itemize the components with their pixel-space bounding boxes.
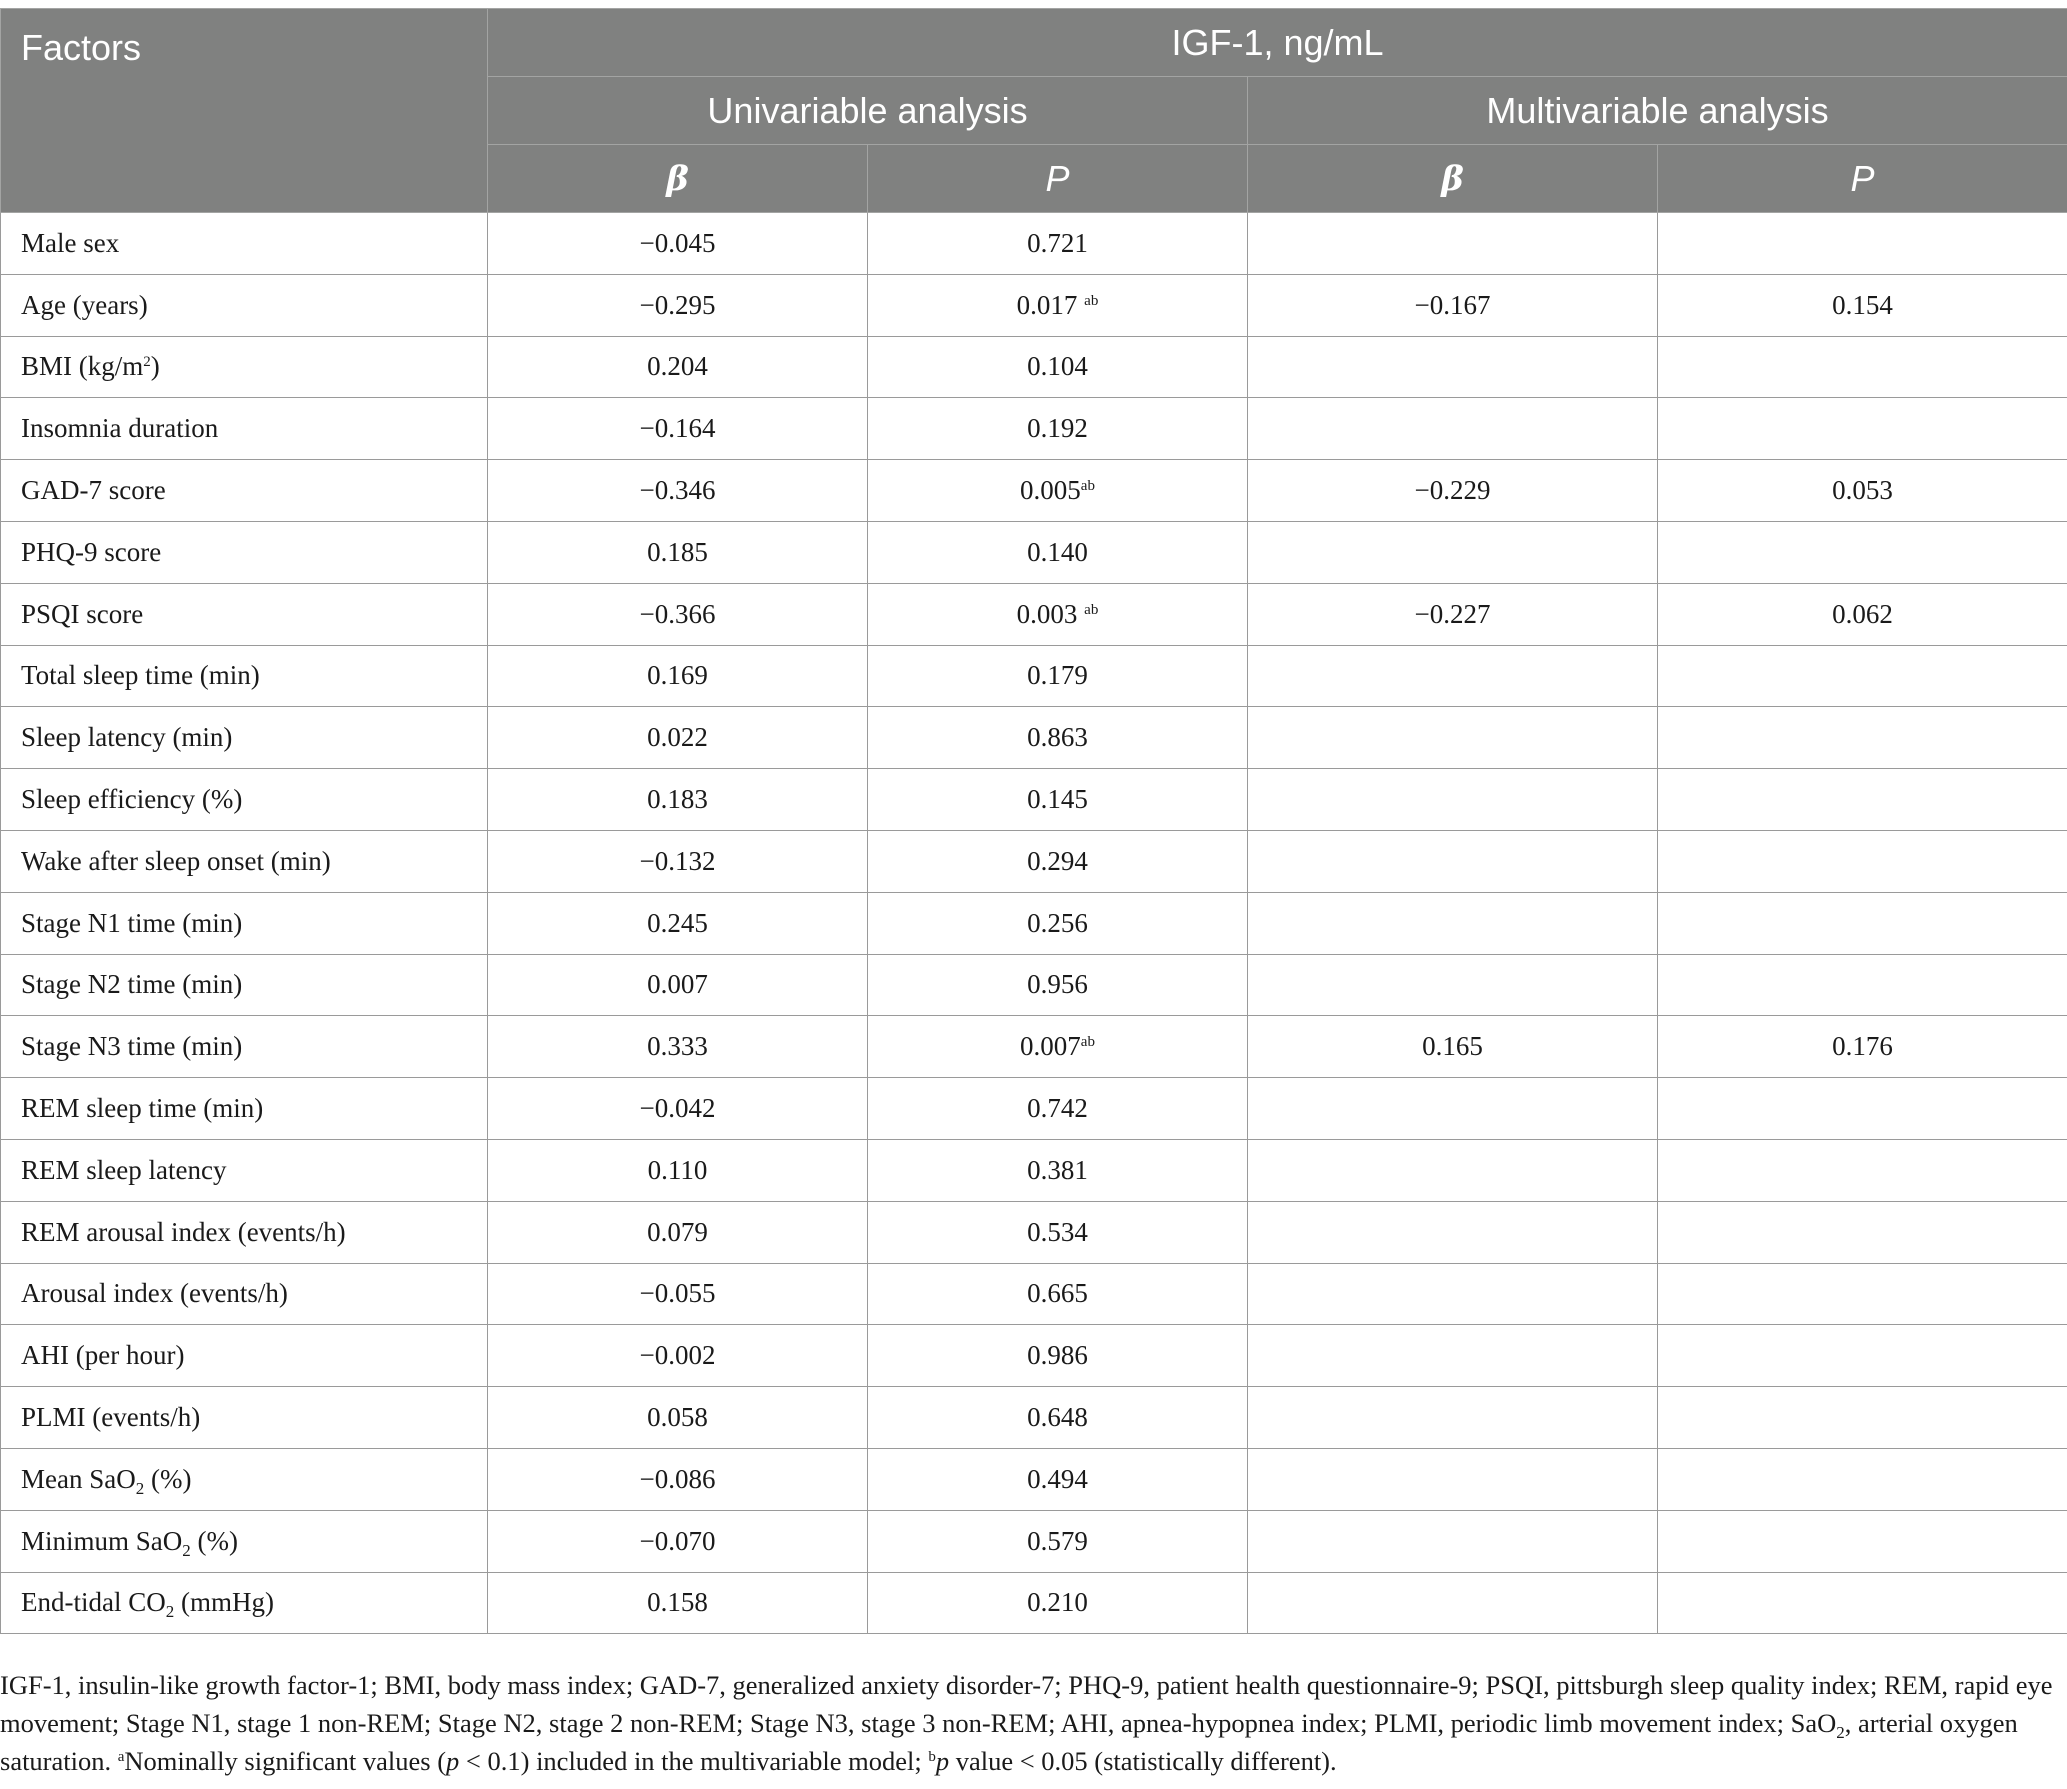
uni-p-value: 0.956: [1027, 969, 1088, 1000]
factor-label-script: 2: [182, 1540, 191, 1560]
factor-label: BMI (kg/m: [21, 351, 144, 382]
table-header: [1, 9, 2067, 213]
factor-cell: Arousal index (events/h): [1, 1263, 488, 1325]
table-row: [1, 1263, 2067, 1325]
multi-beta-cell: [1248, 954, 1658, 1016]
table-row: [1, 954, 2067, 1016]
factor-label: End-tidal CO: [21, 1587, 166, 1618]
factors-header: Factors: [1, 9, 488, 213]
multi-p-cell: 0.053: [1658, 460, 2067, 522]
table-row: [1, 1325, 2067, 1387]
table-row: [1, 1387, 2067, 1449]
table-row: [1, 1448, 2067, 1510]
footnote-note-b-p: p: [935, 1746, 950, 1776]
multi-p-cell: [1658, 1263, 2067, 1325]
multi-p-cell: 0.154: [1658, 274, 2067, 336]
multi-beta-cell: [1248, 645, 1658, 707]
multi-beta-cell: [1248, 336, 1658, 398]
factor-cell: [1, 1572, 488, 1634]
table-row: [1, 707, 2067, 769]
uni-p-cell: [868, 1016, 1248, 1078]
footnote-abbreviations: IGF-1, insulin-like growth factor-1; BMI, body mass index; GAD-7, generalized anxiety disorder-7; PHQ-9, patient health questionnaire-9; PSQI, pittsburgh sleep quality index; REM, rapid eye movement; Stage N1, stage 1 non-REM; Stage N2, stage 2 non-REM; Stage N3, stage 3 non-REM; AHI, apnea-hypopnea index; PLMI, periodic limb movement index; SaO: [0, 1670, 2053, 1738]
table-row: [1, 1201, 2067, 1263]
multi-p-cell: [1658, 1201, 2067, 1263]
multi-p-cell: [1658, 1078, 2067, 1140]
footnote-mark-a: a: [117, 1749, 125, 1765]
uni-beta-cell: 0.183: [488, 769, 868, 831]
multi-beta-cell: [1248, 213, 1658, 275]
multi-beta-cell: 0.165: [1248, 1016, 1658, 1078]
significance-mark: ab: [1080, 1034, 1095, 1051]
uni-beta-cell: −0.086: [488, 1448, 868, 1510]
uni-p-cell: [868, 1448, 1248, 1510]
factor-label-end: (%): [190, 1525, 238, 1556]
factor-cell: Insomnia duration: [1, 398, 488, 460]
multi-p-cell: [1658, 892, 2067, 954]
multi-beta-cell: [1248, 830, 1658, 892]
multi-beta-cell: [1248, 1263, 1658, 1325]
factor-cell: Stage N2 time (min): [1, 954, 488, 1016]
uni-p-cell: [868, 707, 1248, 769]
uni-p-value: 0.192: [1027, 413, 1088, 444]
uni-p-value: 0.742: [1027, 1093, 1088, 1124]
uni-p-value: 0.210: [1027, 1587, 1088, 1618]
multi-beta-cell: [1248, 1139, 1658, 1201]
multi-p-cell: [1658, 1510, 2067, 1572]
uni-p-cell: [868, 769, 1248, 831]
multi-p-cell: [1658, 398, 2067, 460]
uni-p-value: 0.294: [1027, 845, 1088, 876]
multi-beta-cell: [1248, 398, 1658, 460]
uni-p-cell: [868, 460, 1248, 522]
multi-beta-cell: [1248, 1078, 1658, 1140]
factor-cell: Total sleep time (min): [1, 645, 488, 707]
factor-cell: Age (years): [1, 274, 488, 336]
multi-p-cell: [1658, 830, 2067, 892]
uni-p-cell: [868, 583, 1248, 645]
uni-beta-cell: 0.079: [488, 1201, 868, 1263]
table-row: [1, 769, 2067, 831]
factor-cell: Sleep latency (min): [1, 707, 488, 769]
table-row: [1, 460, 2067, 522]
footnote-note-a-p: p: [446, 1746, 460, 1776]
uni-p-cell: [868, 1139, 1248, 1201]
uni-beta-cell: 0.110: [488, 1139, 868, 1201]
uni-p-value: 0.494: [1027, 1463, 1088, 1494]
table-row: [1, 336, 2067, 398]
footnote-note-a: Nominally significant values (: [124, 1746, 447, 1776]
multi-beta-cell: [1248, 521, 1658, 583]
uni-beta-cell: 0.185: [488, 521, 868, 583]
uni-beta-cell: −0.295: [488, 274, 868, 336]
uni-p-value: 0.005: [1020, 475, 1081, 506]
multi-p-cell: [1658, 1387, 2067, 1449]
uni-p-value: 0.381: [1027, 1154, 1088, 1185]
factor-label-script: 2: [143, 354, 151, 371]
uni-p-value: 0.007: [1020, 1031, 1081, 1062]
factor-cell: PLMI (events/h): [1, 1387, 488, 1449]
footnote-subscript: 2: [1836, 1723, 1845, 1742]
factor-cell: AHI (per hour): [1, 1325, 488, 1387]
factor-label-script: 2: [165, 1602, 175, 1622]
factor-label-end: (mmHg): [174, 1587, 274, 1618]
uni-p-value: 0.863: [1027, 722, 1088, 753]
regression-table: [0, 8, 2067, 1634]
multi-beta-cell: [1248, 769, 1658, 831]
footnote-abbreviations-end: , arterial oxygen saturation.: [0, 1708, 2018, 1776]
uni-p-cell: [868, 213, 1248, 275]
factor-cell: REM arousal index (events/h): [1, 1201, 488, 1263]
factor-cell: PSQI score: [1, 583, 488, 645]
uni-p-value: 0.534: [1027, 1216, 1088, 1247]
uni-beta-cell: −0.045: [488, 213, 868, 275]
factor-cell: REM sleep time (min): [1, 1078, 488, 1140]
footnote-note-a-end: < 0.1) included in the multivariable model;: [459, 1746, 929, 1776]
uni-beta-cell: −0.366: [488, 583, 868, 645]
uni-p-cell: [868, 1078, 1248, 1140]
uni-p-value: 0.579: [1027, 1525, 1088, 1556]
factor-label: Minimum SaO: [21, 1525, 183, 1556]
factor-cell: Stage N1 time (min): [1, 892, 488, 954]
factor-cell: [1, 1510, 488, 1572]
uni-beta-cell: 0.333: [488, 1016, 868, 1078]
factor-cell: Male sex: [1, 213, 488, 275]
table-row: [1, 1572, 2067, 1634]
uni-p-value: 0.017: [1016, 289, 1085, 320]
uni-p-value: 0.721: [1027, 227, 1088, 258]
multi-p-header: P: [1658, 145, 2067, 213]
uni-beta-cell: −0.164: [488, 398, 868, 460]
uni-beta-cell: −0.002: [488, 1325, 868, 1387]
uni-p-cell: [868, 1201, 1248, 1263]
uni-p-cell: [868, 892, 1248, 954]
univariable-header: Univariable analysis: [488, 77, 1248, 145]
uni-beta-cell: −0.055: [488, 1263, 868, 1325]
multi-p-cell: 0.062: [1658, 583, 2067, 645]
multi-p-cell: [1658, 1139, 2067, 1201]
factor-label-end: ): [150, 351, 160, 382]
factor-cell: PHQ-9 score: [1, 521, 488, 583]
table-row: [1, 645, 2067, 707]
uni-p-cell: [868, 830, 1248, 892]
uni-p-cell: [868, 645, 1248, 707]
table-row: [1, 398, 2067, 460]
factor-label-script: 2: [135, 1478, 145, 1498]
uni-p-value: 0.145: [1027, 784, 1088, 815]
uni-p-cell: [868, 1263, 1248, 1325]
outcome-header: IGF-1, ng/mL: [488, 9, 2067, 77]
table-row: [1, 274, 2067, 336]
table-row: [1, 830, 2067, 892]
significance-mark: ab: [1080, 478, 1095, 495]
uni-beta-cell: 0.158: [488, 1572, 868, 1634]
uni-p-value: 0.003: [1016, 598, 1085, 629]
table-row: [1, 521, 2067, 583]
uni-beta-cell: −0.070: [488, 1510, 868, 1572]
multi-beta-cell: [1248, 1572, 1658, 1634]
multi-p-cell: 0.176: [1658, 1016, 2067, 1078]
table-row: [1, 892, 2067, 954]
factor-cell: Sleep efficiency (%): [1, 769, 488, 831]
table-row: [1, 1078, 2067, 1140]
multi-beta-cell: −0.167: [1248, 274, 1658, 336]
multi-beta-cell: [1248, 707, 1658, 769]
table-row: [1, 1139, 2067, 1201]
uni-beta-cell: 0.022: [488, 707, 868, 769]
uni-p-header: P: [868, 145, 1248, 213]
table-container: [0, 8, 2067, 1634]
uni-beta-header: β: [488, 145, 868, 213]
uni-p-cell: [868, 1325, 1248, 1387]
factor-cell: REM sleep latency: [1, 1139, 488, 1201]
multi-p-cell: [1658, 1572, 2067, 1634]
significance-mark: ab: [1084, 292, 1099, 309]
multi-beta-header: β: [1248, 145, 1658, 213]
multi-p-cell: [1658, 707, 2067, 769]
uni-p-cell: [868, 954, 1248, 1016]
factor-cell: [1, 1448, 488, 1510]
uni-p-value: 0.665: [1027, 1278, 1088, 1309]
multi-beta-cell: [1248, 1201, 1658, 1263]
uni-p-value: 0.179: [1027, 660, 1088, 691]
multi-p-cell: [1658, 336, 2067, 398]
uni-p-cell: [868, 336, 1248, 398]
factor-cell: GAD-7 score: [1, 460, 488, 522]
table-row: [1, 1510, 2067, 1572]
uni-p-value: 0.986: [1027, 1340, 1088, 1371]
factor-cell: Wake after sleep onset (min): [1, 830, 488, 892]
footnote-mark-b: b: [928, 1749, 936, 1765]
multi-beta-cell: [1248, 1387, 1658, 1449]
table-row: [1, 213, 2067, 275]
uni-p-cell: [868, 521, 1248, 583]
multi-p-cell: [1658, 769, 2067, 831]
uni-p-value: 0.648: [1027, 1402, 1088, 1433]
uni-beta-cell: 0.169: [488, 645, 868, 707]
uni-beta-cell: 0.058: [488, 1387, 868, 1449]
table-footnote: [0, 1666, 2060, 1780]
multivariable-header: Multivariable analysis: [1248, 77, 2067, 145]
uni-p-cell: [868, 1510, 1248, 1572]
multi-beta-cell: −0.229: [1248, 460, 1658, 522]
uni-beta-cell: −0.132: [488, 830, 868, 892]
uni-p-value: 0.256: [1027, 907, 1088, 938]
footnote-note-b: value < 0.05 (statistically different).: [949, 1746, 1337, 1776]
uni-beta-cell: −0.346: [488, 460, 868, 522]
uni-p-cell: [868, 1387, 1248, 1449]
uni-p-cell: [868, 1572, 1248, 1634]
table-row: [1, 583, 2067, 645]
uni-p-cell: [868, 274, 1248, 336]
uni-beta-cell: 0.007: [488, 954, 868, 1016]
factor-cell: [1, 336, 488, 398]
multi-p-cell: [1658, 954, 2067, 1016]
multi-p-cell: [1658, 213, 2067, 275]
uni-beta-cell: 0.245: [488, 892, 868, 954]
multi-beta-cell: [1248, 1510, 1658, 1572]
multi-p-cell: [1658, 1325, 2067, 1387]
table-body: [1, 213, 2067, 1634]
multi-p-cell: [1658, 645, 2067, 707]
uni-beta-cell: −0.042: [488, 1078, 868, 1140]
multi-p-cell: [1658, 1448, 2067, 1510]
uni-beta-cell: 0.204: [488, 336, 868, 398]
multi-beta-cell: [1248, 1325, 1658, 1387]
table-row: [1, 1016, 2067, 1078]
multi-beta-cell: −0.227: [1248, 583, 1658, 645]
uni-p-value: 0.140: [1027, 536, 1088, 567]
significance-mark: ab: [1084, 601, 1099, 618]
uni-p-value: 0.104: [1027, 351, 1088, 382]
factor-cell: Stage N3 time (min): [1, 1016, 488, 1078]
multi-p-cell: [1658, 521, 2067, 583]
factor-label: Mean SaO: [21, 1463, 136, 1494]
uni-p-cell: [868, 398, 1248, 460]
multi-beta-cell: [1248, 892, 1658, 954]
multi-beta-cell: [1248, 1448, 1658, 1510]
factor-label-end: (%): [144, 1463, 192, 1494]
